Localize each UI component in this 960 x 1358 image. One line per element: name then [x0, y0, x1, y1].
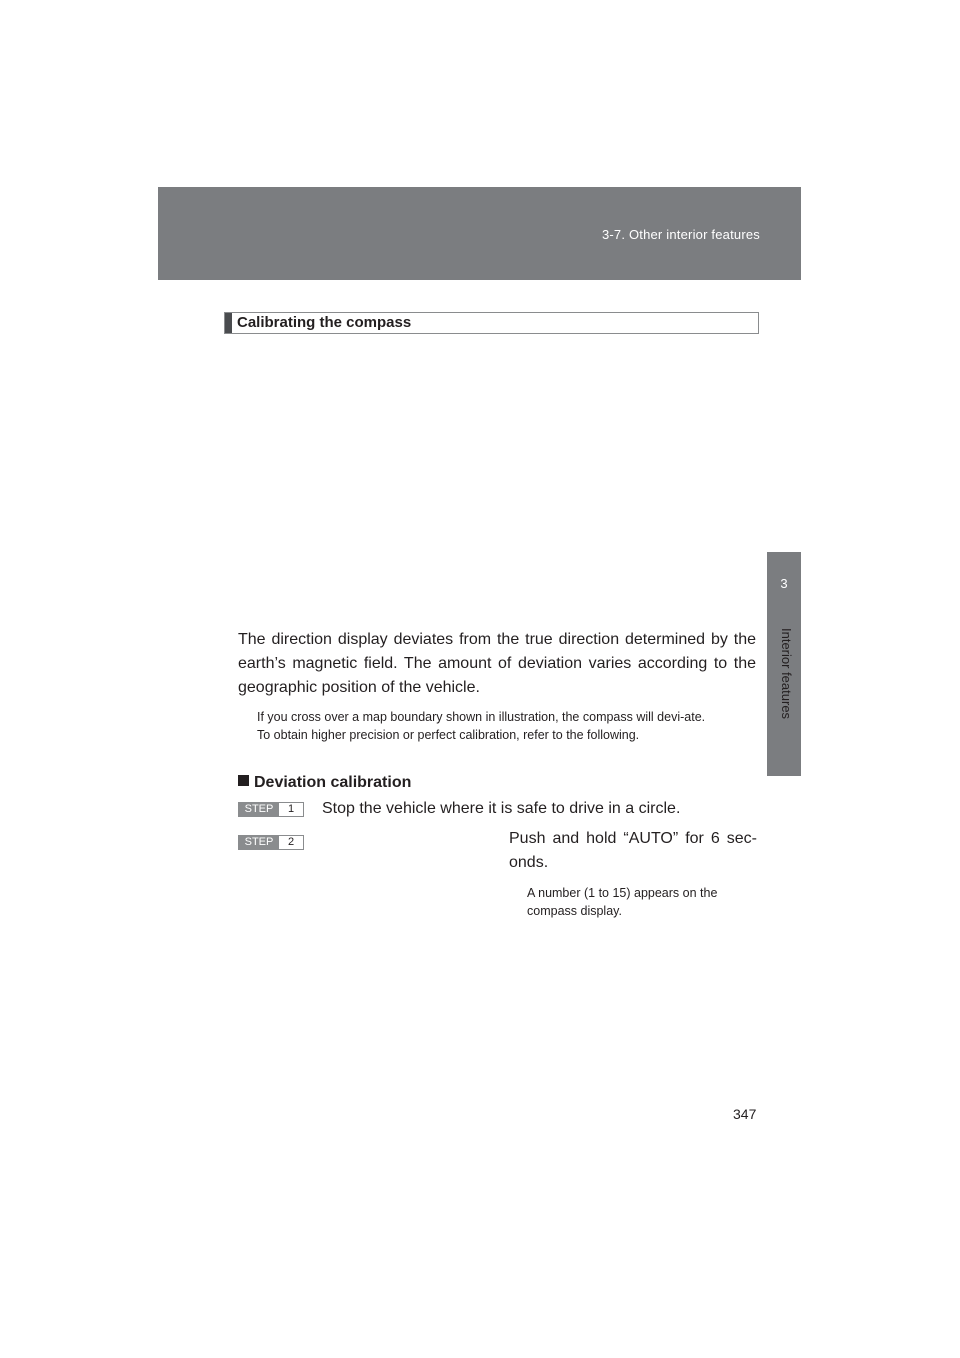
section-title: 3-7. Other interior features [601, 227, 760, 242]
step-badge-2 [238, 835, 304, 850]
step-badge-1 [238, 802, 304, 817]
section-heading [224, 312, 759, 334]
step-number: 2 [287, 836, 295, 848]
step-label: STEP [239, 803, 279, 816]
step-label: STEP [239, 836, 279, 849]
step-1-text: Stop the vehicle where it is safe to drive in a circle. [322, 800, 681, 817]
step-2-text: Push and hold “AUTO” for 6 sec-onds. [509, 830, 757, 871]
note-block [257, 708, 757, 744]
heading-text: Calibrating the compass [237, 314, 412, 331]
heading-bar [225, 313, 232, 333]
square-bullet-icon [238, 775, 249, 786]
chapter-label: Interior features [779, 628, 794, 720]
step-2-note: A number (1 to 15) appears on the compass display. [527, 886, 718, 918]
chapter-number: 3 [780, 576, 788, 591]
intro-paragraph: The direction display deviates from the true direction determined by the earth’s magnetic field. The amount of deviation varies according to the geographic position of the vehicle. [238, 631, 756, 696]
header-band [158, 187, 801, 280]
subheading [238, 774, 411, 792]
note-item: If you cross over a map boundary shown in illustration, the compass will devi-ate. [257, 710, 706, 724]
subheading-text: Deviation calibration [254, 774, 412, 791]
note-item: To obtain higher precision or perfect calibration, refer to the following. [257, 728, 640, 742]
step-number: 1 [287, 803, 295, 815]
page-number: 347 [733, 1106, 757, 1122]
